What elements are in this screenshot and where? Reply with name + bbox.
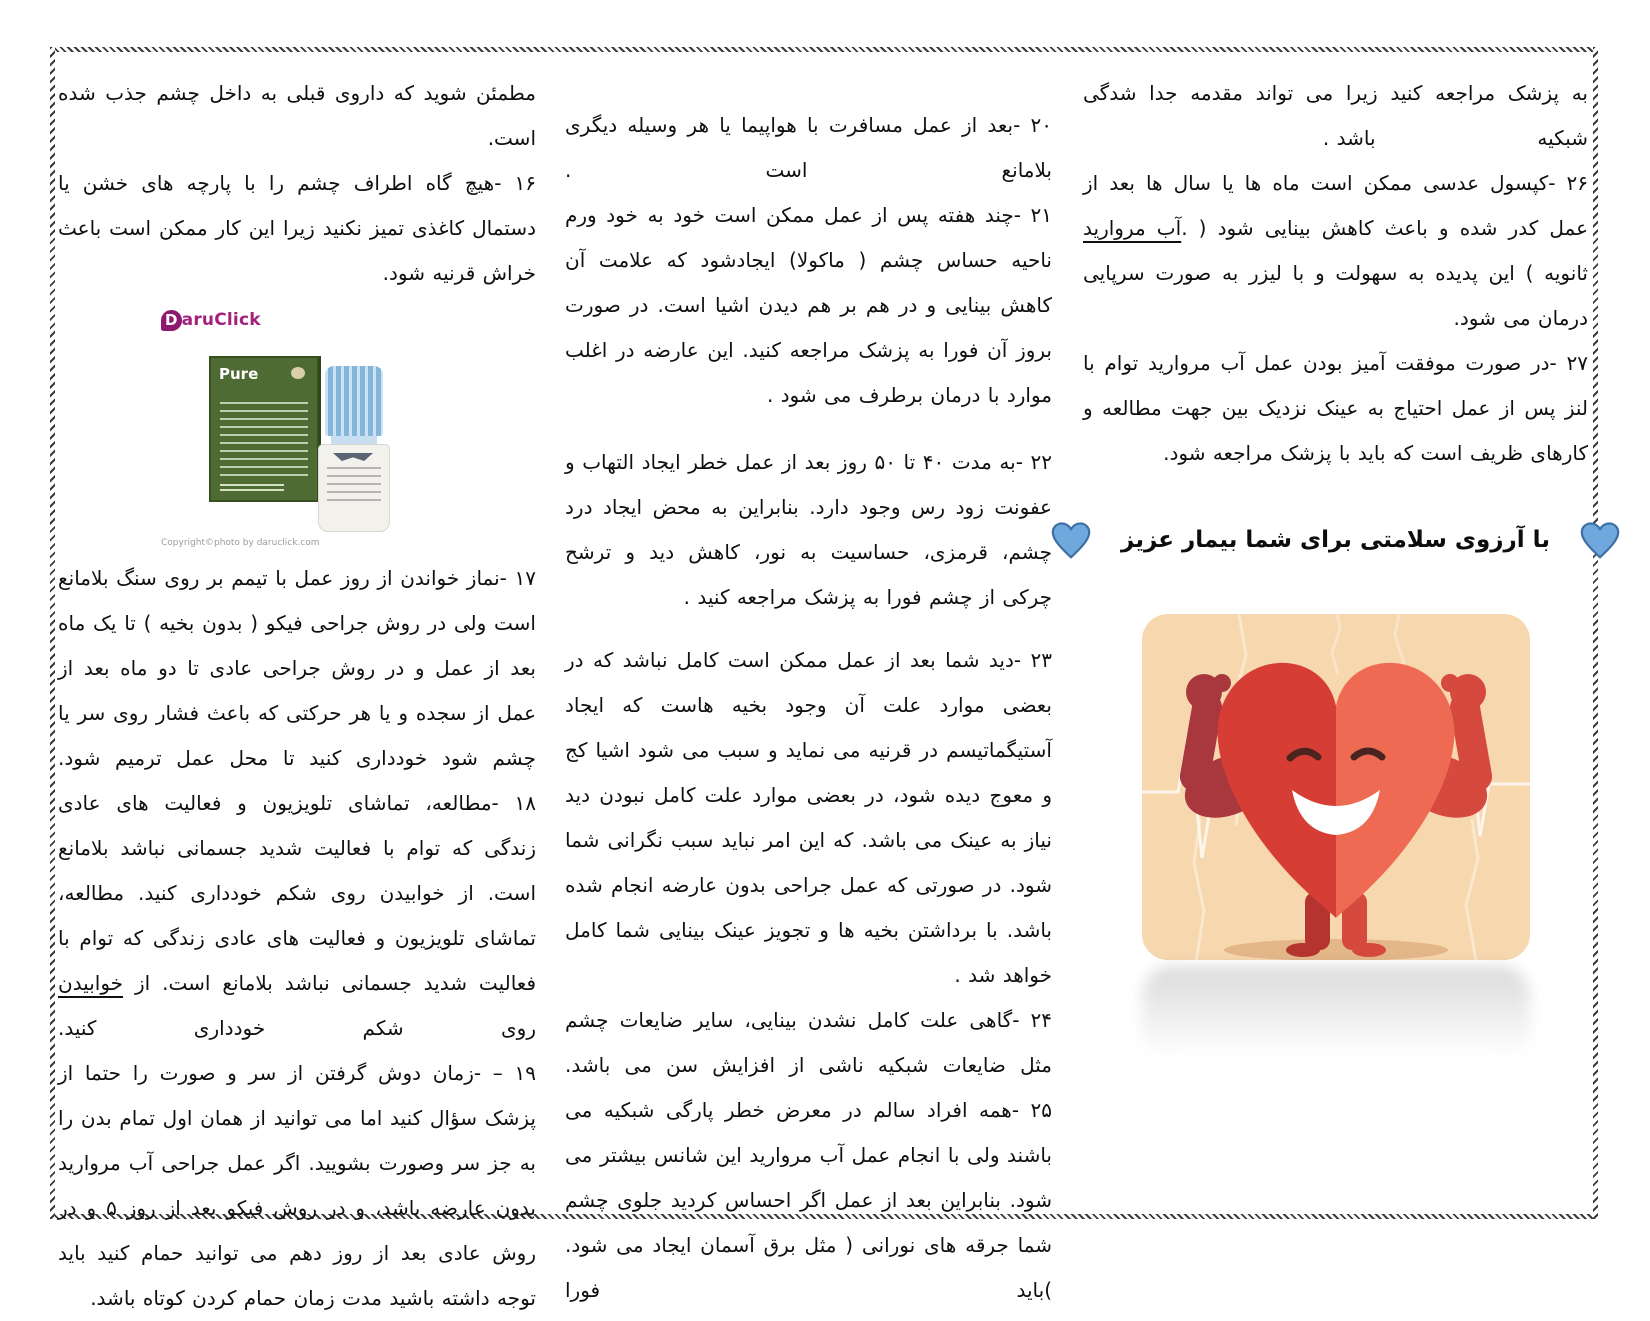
photo-caption: Copyright©photo by daruclick.com [161, 538, 320, 548]
box-flower-decoration [291, 367, 305, 379]
strong-heart-illustration [1142, 614, 1530, 960]
paragraph-item-27: ۲۷ -در صورت موفقت آمیز بودن عمل آب مروارید توام با لنز پس از عمل احتیاج به عینک نزدیک بین جهت مطالعه و کارهای ظریف است که باید با پزشک مراجعه شود. [1083, 351, 1588, 465]
heart-left-half [1217, 663, 1335, 918]
paragraph-item-18 [58, 781, 536, 1051]
item-26-text-cont: ثانویه ) این پدیده به سهولت و با لیزر به صورت سرپایی درمان می شود. [1083, 261, 1588, 330]
item-26-underlined-term: آب مروارید [1083, 216, 1182, 240]
paragraph-item-21: ۲۱ -چند هفته پس از عمل ممکن است خود به خود ورم ناحیه حساس چشم ( ماکولا) ایجادشود که علامت آن کاهش بینایی و در هم بر هم دیدن اشیا است. در صورت بروز آن فورا به پزشک مراجعه کنید. این عارضه در اغلب موارد با درمان برطرف می شود . [565, 203, 1052, 407]
item-18-text-cont: روی شکم خودداری کنید. [58, 1016, 536, 1040]
item-18-underlined-term: خوابیدن [58, 971, 124, 995]
illustration-reflection [1142, 966, 1530, 1058]
heart-right-half [1336, 663, 1454, 918]
paragraph-item-19: ۱۹ – -زمان دوش گرفتن از سر و صورت را حتما از پزشک سؤال کنید اما می توانید از همان اول تمام بدن را به جز سر وصورت بشویید. اگر عمل جراحی آب مروارید بدون عارضه باشد، و در روش فیکو بعد از روز ۵ و در روش عادی بعد از روز دهم می توانید حمام کنید باید توجه داشته باشید مدت زمان حمام کردن کوتاه باشد. [58, 1061, 536, 1310]
strong-heart-svg [1142, 614, 1530, 960]
daruclick-logo-text: aruClick [181, 310, 261, 330]
eye-drop-product [209, 356, 419, 518]
paragraph-retina-warning: به پزشک مراجعه کنید زیرا می تواند مقدمه جدا شدگی شبکیه باشد . [1083, 81, 1588, 150]
item-18-text: ۱۸ -مطالعه، تماشای تلویزیون و فعالیت های عادی زندگی که توام با فعالیت شدید جسمانی نباشد بلامانع است. از خوابیدن روی شکم خودداری کنید. مطالعه، تماشای تلویزیون و فعالیت های عادی زندگی که توام با فعالیت شدید جسمانی نباشد بلامانع است. از [58, 791, 536, 995]
eye-drop-photo [147, 310, 447, 548]
blessing-row [1083, 520, 1588, 560]
page-border-top [50, 47, 1598, 52]
daruclick-logo [161, 310, 261, 330]
ground-shadow [1224, 939, 1448, 960]
column-middle [565, 103, 1052, 1313]
blessing-text: با آرزوی سلامتی برای شما بیمار عزیز [1121, 527, 1550, 553]
paragraph-item-20: ۲۰ -بعد از عمل مسافرت با هواپیما یا هر وسیله دیگری بلامانع است . [565, 113, 1052, 182]
paragraph-item-16: ۱۶ -هیچ گاه اطراف چشم را با پارچه های خشن یا دستمال کاغذی تمیز نکنید زیرا این کار ممکن است باعث خراش قرنیه شود. [58, 171, 536, 285]
box-fine-print [220, 402, 308, 480]
column-left [58, 71, 536, 1321]
box-footer-print [220, 484, 284, 494]
medicine-box-label: Pure [219, 365, 259, 383]
paragraph-item-17: ۱۷ -نماز خواندن از روز عمل با تیمم بر روی سنگ بلامانع است ولی در روش جراحی فیکو ( بدون بخیه ) تا یک ماه بعد از عمل و در روش جراحی عادی تا دو ماه بعد از عمل از سجده و یا هر حرکتی که باعث فشار روی سر یا چشم شود خودداری کنید تا محل عمل ترمیم شود. [58, 566, 536, 770]
daruclick-logo-d: D [161, 310, 182, 331]
medicine-box [209, 356, 319, 502]
page-border-right [1593, 47, 1598, 1219]
page-border-left [50, 47, 55, 1219]
item-26-text: ۲۶ -کپسول عدسی ممکن است ماه ها یا سال ها بعد از عمل کدر شده و باعث کاهش بینایی شود ( . [1083, 171, 1588, 240]
paragraph-item-26 [1083, 161, 1588, 341]
paragraph-drug-absorbed: مطمئن شوید که داروی قبلی به داخل چشم جذب شده است. [58, 81, 536, 150]
blue-heart-icon [1049, 520, 1093, 560]
bottle-body [318, 444, 390, 532]
paragraph-item-24: ۲۴ -گاهی علت کامل نشدن بینایی، سایر ضایعات چشم مثل ضایعات شبکیه ناشی از افزایش سن می باشد. [565, 1008, 1052, 1077]
paragraph-item-25: ۲۵ -همه افراد سالم در معرض خطر پارگی شبکیه می باشند ولی با انجام عمل آب مروارید این شانس بیشتر می شود. بنابراین بعد از عمل اگر احساس کردید جلوی چشم شما جرقه های نورانی ( مثل برق آسمان ایجاد می شود. )باید فورا [565, 1098, 1052, 1302]
bottle-cap [325, 366, 383, 436]
column-right [1083, 71, 1588, 1058]
paragraph-item-23: ۲۳ -دید شما بعد از عمل ممکن است کامل نباشد که در بعضی موارد علت آن وجود بخیه هاست که ایجاد آستیگماتیسم در قرنیه می نماید و سبب می شود اشیا کج و معوج دیده شود، در بعضی موارد علت کامل نبودن دید نیاز به عینک می باشد. که این امر نباید سبب نگرانی شما شود. در صورتی که عمل جراحی بدون عارضه انجام شده باشد. با برداشتن بخیه ها و تجویز عینک بینایی شما کامل خواهد شد . [565, 648, 1052, 987]
eye-drop-bottle [311, 366, 397, 532]
pamphlet-page [50, 47, 1598, 1310]
bottle-brand-mark [333, 453, 373, 461]
bottle-label-print [327, 467, 381, 505]
blue-heart-icon [1578, 520, 1622, 560]
paragraph-item-22: ۲۲ -به مدت ۴۰ تا ۵۰ روز بعد از عمل خطر ایجاد التهاب و عفونت زود رس وجود دارد. بنابراین به محض ایجاد درد چشم، قرمزی، حساسیت به نور، کاهش دید و ترشح چرکی از چشم فورا به پزشک مراجعه کنید . [565, 450, 1053, 609]
